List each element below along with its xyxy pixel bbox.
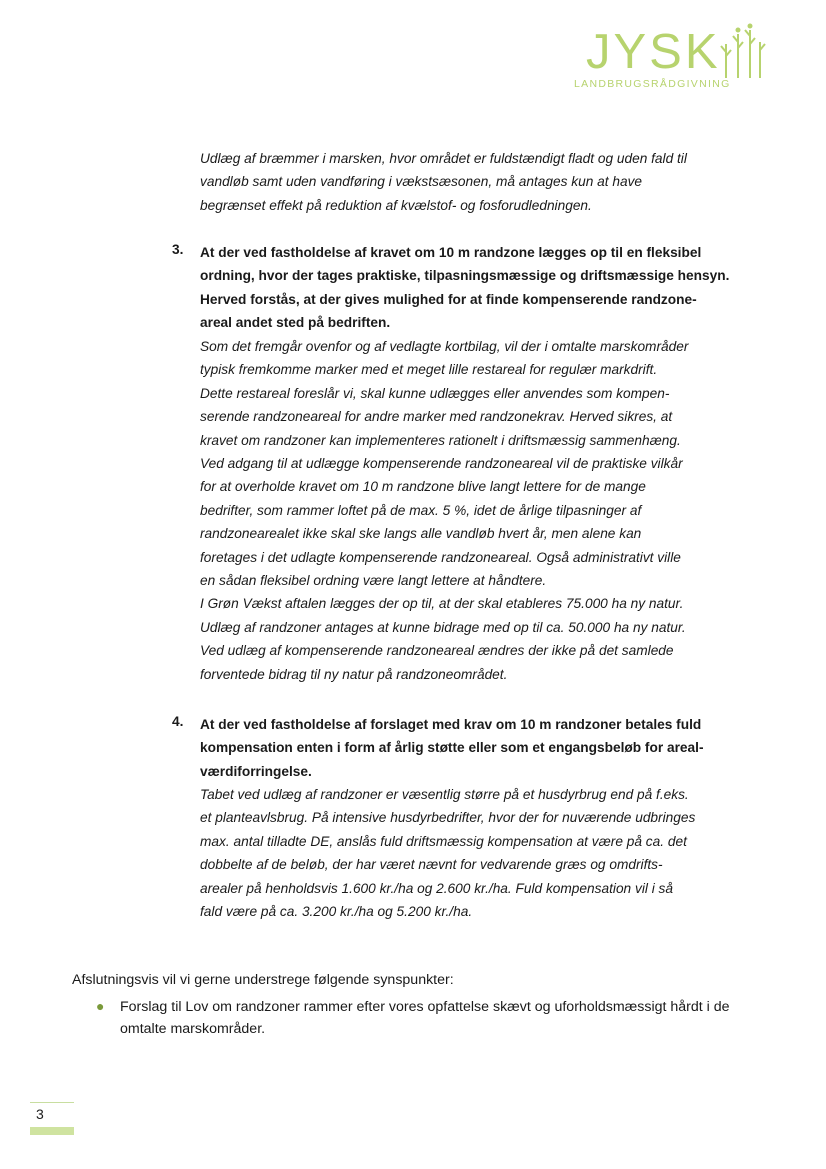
item-3-heading-line: Herved forstås, at der gives mulighed for at finde kompenserende randzone- <box>200 291 697 307</box>
closing-intro: Afslutningsvis vil vi gerne understrege følgende synspunkter: <box>72 972 454 988</box>
item-3-body-line: Som det fremgår ovenfor og af vedlagte kortbilag, vil der i omtalte marskområder <box>200 339 689 354</box>
item-3-body-line: Dette restareal foreslår vi, skal kunne udlægges eller anvendes som kompen- <box>200 385 670 401</box>
item-3-body-line: for at overholde kravet om 10 m randzone blive langt lettere for de mange <box>200 479 646 495</box>
item-3-body-line: en sådan fleksibel ordning være langt lettere at håndtere. <box>200 573 547 589</box>
item-3-body-line: Udlæg af randzoner antages at kunne bidrage med op til ca. 50.000 ha ny natur. <box>200 619 686 635</box>
bullet-icon: ● <box>96 998 105 1014</box>
item-3-body-line: bedrifter, som rammer loftet på de max. 5 %, idet de årlige tilpasninger af <box>200 502 642 518</box>
intro-line: begrænset effekt på reduktion af kvælstof- og fosforudledningen. <box>200 197 592 213</box>
item-3-body-line: foretages i det udlagte kompenserende randzoneareal. Også administrativt ville <box>200 549 681 565</box>
item-3-body-line: forventede bidrag til ny natur på randzoneområdet. <box>200 666 508 682</box>
logo-plants-icon <box>720 22 766 78</box>
item-4-body-line: max. antal tilladte DE, anslås fuld driftsmæssig kompensation at være på ca. det <box>200 833 687 849</box>
item-3-heading-line: ordning, hvor der tages praktiske, tilpasningsmæssige og driftsmæssige hensyn. <box>200 268 730 284</box>
item-4-body-line: dobbelte af de beløb, der har været nævnt for vedvarende græs og omdrifts- <box>200 857 663 873</box>
intro-line: Udlæg af bræmmer i marsken, hvor området er fuldstændigt fladt og uden fald til <box>200 151 687 166</box>
item-4-body <box>200 783 760 923</box>
company-logo <box>572 22 768 96</box>
page-number: 3 <box>36 1106 44 1122</box>
item-4-heading <box>200 713 760 783</box>
item-3-body <box>200 335 760 686</box>
intro-paragraph <box>200 147 760 217</box>
item-4-body-line: Tabet ved udlæg af randzoner er væsentlig større på et husdyrbrug end på f.eks. <box>200 787 689 802</box>
item-3-body-line: typisk fremkomme marker med et meget lille restareal for regulær markdrift. <box>200 362 658 378</box>
item-3-body-line: Ved udlæg af kompenserende randzoneareal ændres der ikke på det samlede <box>200 643 674 659</box>
page-footer-bar <box>30 1127 74 1135</box>
item-3-body-line: kravet om randzoner kan implementeres rationelt i driftsmæssig sammenhæng. <box>200 432 681 448</box>
item-4-number: 4. <box>172 714 184 729</box>
item-4-heading-line: At der ved fastholdelse af forslaget med krav om 10 m randzoner betales fuld <box>200 717 702 732</box>
item-4-heading-line: kompensation enten i form af årlig støtte eller som et engangsbeløb for areal- <box>200 740 704 756</box>
item-4-body-line: fald være på ca. 3.200 kr./ha og 5.200 kr./ha. <box>200 904 473 920</box>
item-3-number: 3. <box>172 242 184 257</box>
logo-word: JYSK <box>586 25 721 79</box>
item-3-heading-line: At der ved fastholdelse af kravet om 10 m randzone lægges op til en fleksibel <box>200 245 702 260</box>
item-3-body-line: serende randzoneareal for andre marker med randzonekrav. Herved sikres, at <box>200 409 673 425</box>
page-number-rule <box>30 1102 74 1103</box>
intro-line: vandløb samt uden vandføring i vækstsæsonen, må antages kun at have <box>200 174 643 190</box>
logo-subtitle: LANDBRUGSRÅDGIVNING <box>574 78 731 90</box>
item-3-body-line: randzonearealet ikke skal ske langs alle vandløb hvert år, men alene kan <box>200 526 642 542</box>
item-4-body-line: et planteavlsbrug. På intensive husdyrbedrifter, hvor der for nuværende udbringes <box>200 810 696 826</box>
item-3-heading <box>200 241 760 335</box>
item-4-body-line: arealer på henholdsvis 1.600 kr./ha og 2.600 kr./ha. Fuld kompensation vil i så <box>200 880 673 896</box>
item-4-heading-line: værdiforringelse. <box>200 763 312 779</box>
item-3-heading-line: areal andet sted på bedriften. <box>200 315 391 331</box>
item-3-body-line: Ved adgang til at udlægge kompenserende randzoneareal vil de praktiske vilkår <box>200 456 683 472</box>
item-3-body-line: I Grøn Vækst aftalen lægges der op til, at der skal etableres 75.000 ha ny natur. <box>200 596 684 612</box>
bullet-item: Forslag til Lov om randzoner rammer efter vores opfattelse skævt og uforholdsmæssigt hårdt i de omtalte marskområder. <box>120 999 730 1037</box>
